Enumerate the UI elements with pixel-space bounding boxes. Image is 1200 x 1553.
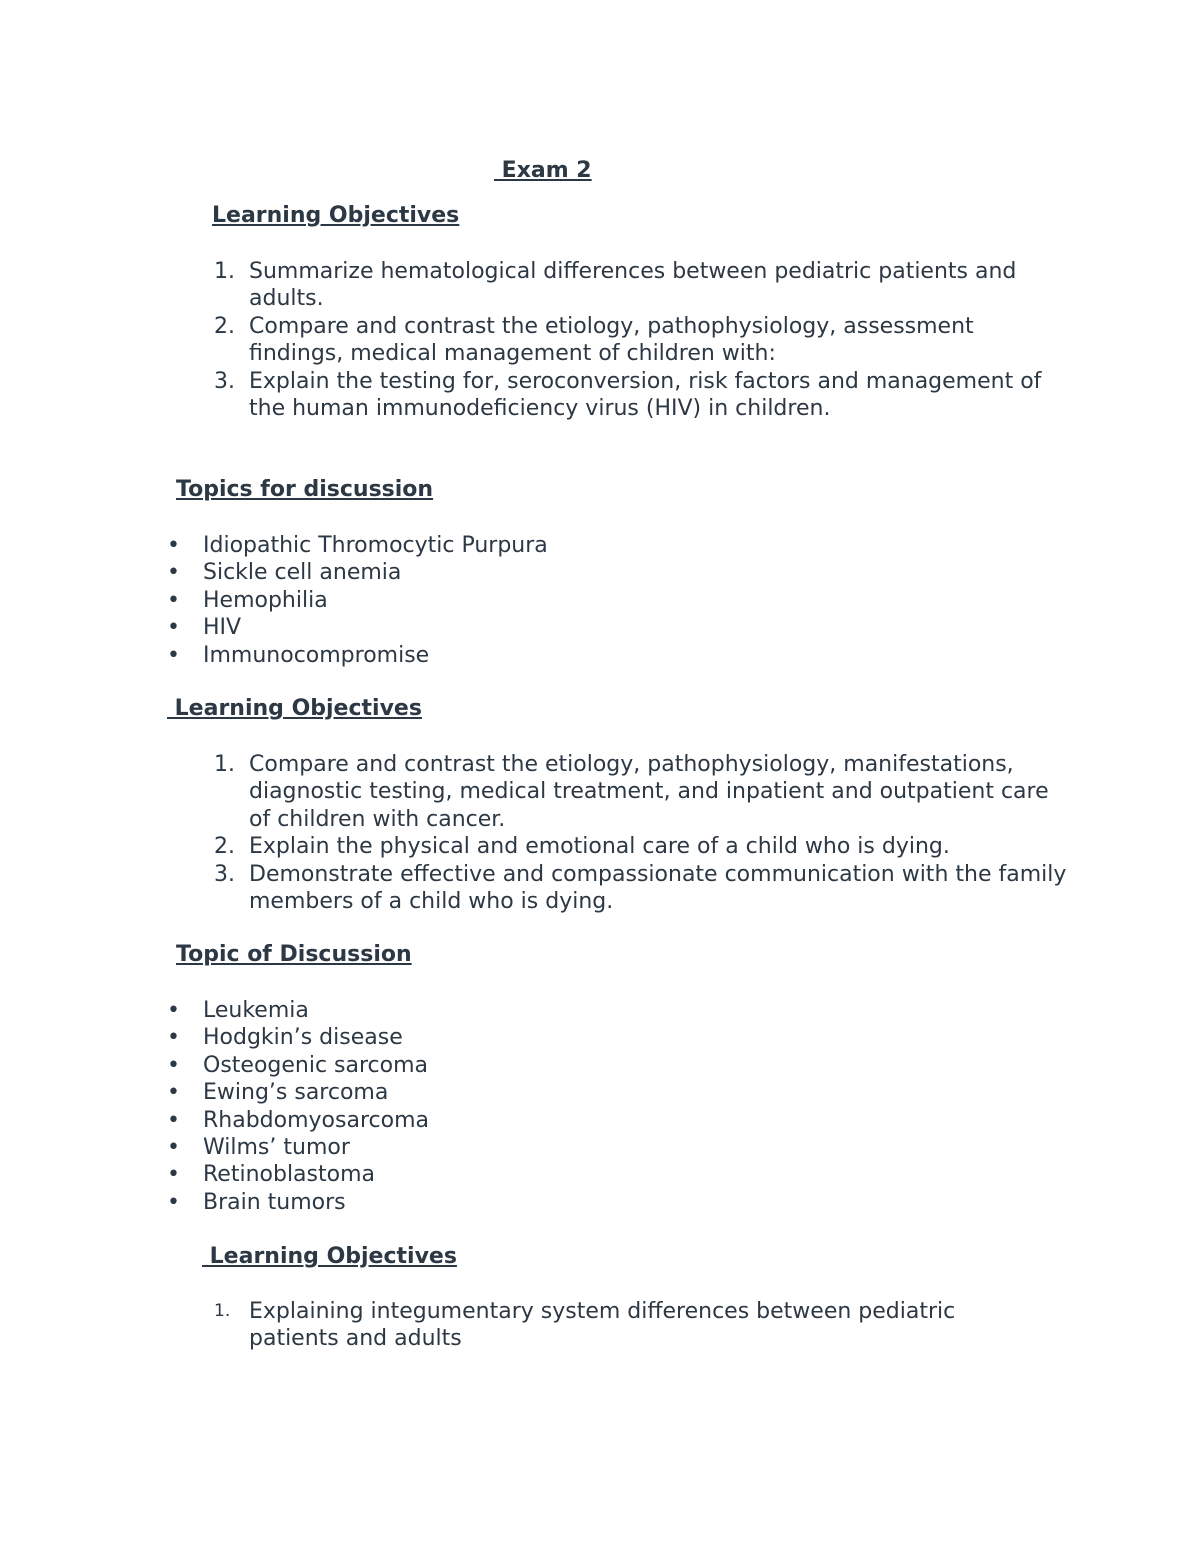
list-item-text: Sickle cell anemia xyxy=(203,560,402,586)
bullet-icon: • xyxy=(167,1025,180,1051)
list-number: 1. xyxy=(214,259,235,284)
bullet-icon: • xyxy=(167,1080,180,1106)
list-item xyxy=(212,861,1072,916)
list-item xyxy=(167,587,867,614)
list-item-text: Rhabdomyosarcoma xyxy=(203,1107,429,1133)
bullet-icon: • xyxy=(167,1107,180,1133)
list-item xyxy=(167,1161,867,1188)
list-item xyxy=(167,1024,867,1051)
learning-objectives-heading-2: Learning Objectives xyxy=(167,696,422,721)
list-item-text: Osteogenic sarcoma xyxy=(203,1052,429,1078)
list-item-text: Hodgkin’s disease xyxy=(203,1025,403,1051)
list-number: 1. xyxy=(214,1301,231,1321)
list-item-text: Immunocompromise xyxy=(203,642,430,668)
list-item xyxy=(167,614,867,641)
bullet-icon: • xyxy=(167,1189,180,1215)
list-item xyxy=(212,258,1042,313)
list-item xyxy=(167,997,867,1024)
bullet-icon: • xyxy=(167,587,180,613)
learning-objectives-list-3 xyxy=(212,1298,1042,1353)
list-item-text: Demonstrate effective and compassionate communication with the family members of a child who is dying. xyxy=(249,861,1067,915)
learning-objectives-list-1 xyxy=(212,258,1042,422)
list-item xyxy=(167,642,867,669)
list-item-text: Brain tumors xyxy=(203,1189,346,1215)
list-number: 1. xyxy=(214,752,235,777)
bullet-icon: • xyxy=(167,1162,180,1188)
list-item-text: Idiopathic Thromocytic Purpura xyxy=(203,533,548,558)
topics-heading-2: Topic of Discussion xyxy=(176,942,412,967)
list-item-text: Leukemia xyxy=(203,998,309,1023)
list-item-text: Retinoblastoma xyxy=(203,1162,375,1188)
learning-objectives-heading-3: Learning Objectives xyxy=(202,1244,457,1269)
bullet-icon: • xyxy=(167,1052,180,1078)
list-item-text: Explain the physical and emotional care of a child who is dying. xyxy=(249,834,950,860)
list-item xyxy=(212,1298,1042,1353)
list-item xyxy=(167,1107,867,1134)
list-item xyxy=(167,559,867,586)
list-item-text: Compare and contrast the etiology, pathophysiology, manifestations, diagnostic testing, medical treatment, and inpatient and outpatient care of children with cancer. xyxy=(249,752,1049,832)
list-item xyxy=(167,1134,867,1161)
list-item xyxy=(167,1052,867,1079)
list-item xyxy=(167,532,867,559)
topics-list-2 xyxy=(167,997,867,1216)
list-item-text: Compare and contrast the etiology, pathophysiology, assessment findings, medical management of children with: xyxy=(249,313,974,367)
list-number: 3. xyxy=(214,368,235,394)
topics-list-1 xyxy=(167,532,867,669)
bullet-icon: • xyxy=(167,1135,180,1161)
bullet-icon: • xyxy=(167,560,180,586)
list-number: 2. xyxy=(214,834,235,860)
bullet-icon: • xyxy=(167,615,180,641)
learning-objectives-list-2 xyxy=(212,751,1072,915)
bullet-icon: • xyxy=(167,998,180,1023)
document-title: Exam 2 xyxy=(494,158,592,183)
list-item-text: Explaining integumentary system differences between pediatric patients and adults xyxy=(249,1299,956,1352)
list-item-text: Summarize hematological differences between pediatric patients and adults. xyxy=(249,259,1017,312)
list-item xyxy=(212,833,1072,860)
list-item-text: Wilms’ tumor xyxy=(203,1135,350,1161)
list-item xyxy=(212,368,1042,423)
list-item xyxy=(167,1079,867,1106)
list-item-text: Hemophilia xyxy=(203,587,328,613)
bullet-icon: • xyxy=(167,533,180,558)
bullet-icon: • xyxy=(167,642,180,668)
list-item xyxy=(212,313,1042,368)
topics-heading-1: Topics for discussion xyxy=(176,477,434,502)
list-item-text: Explain the testing for, seroconversion, risk factors and management of the human immunodeficiency virus (HIV) in children. xyxy=(249,368,1042,422)
list-number: 3. xyxy=(214,861,235,887)
list-item xyxy=(212,751,1072,833)
list-item-text: HIV xyxy=(203,615,242,641)
list-item-text: Ewing’s sarcoma xyxy=(203,1080,389,1106)
learning-objectives-heading-1: Learning Objectives xyxy=(212,203,460,228)
list-item xyxy=(167,1189,867,1216)
list-number: 2. xyxy=(214,313,235,339)
